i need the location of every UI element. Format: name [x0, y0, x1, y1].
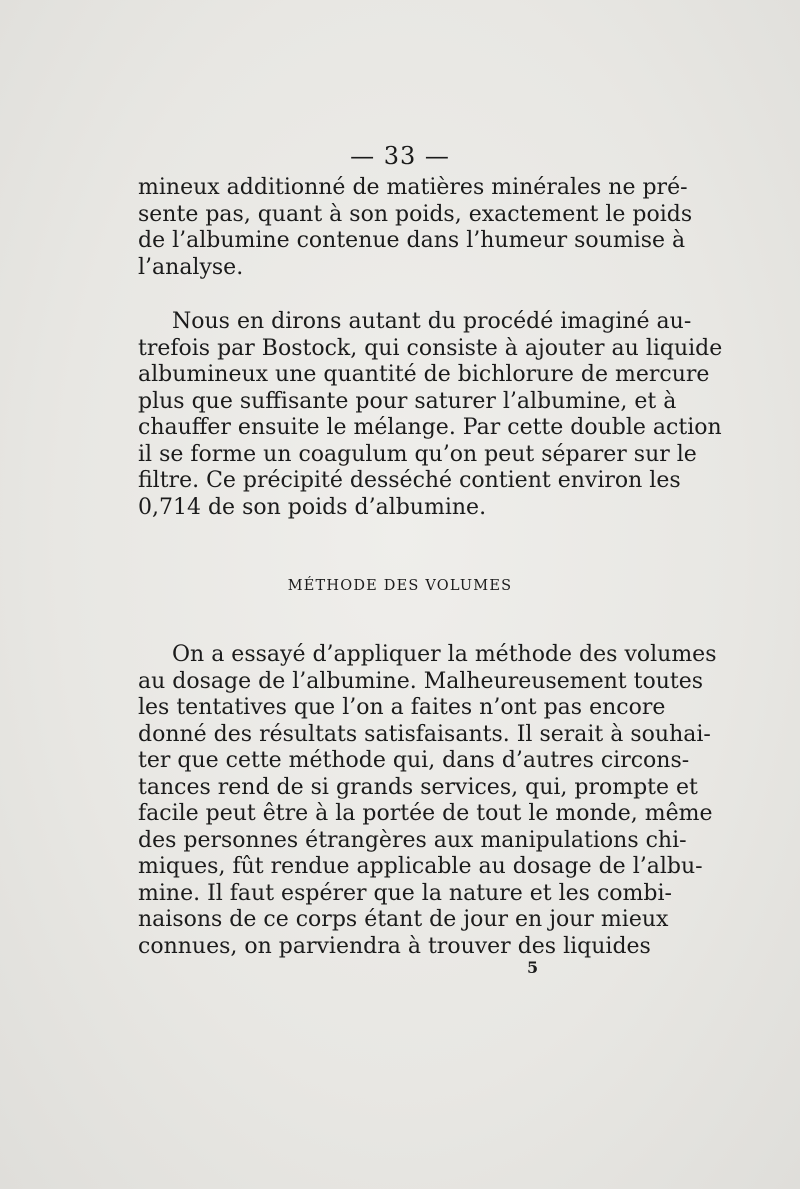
page-number: — 33 — — [350, 142, 450, 170]
paragraph-1 — [138, 175, 693, 281]
text-line: l’analyse. — [138, 254, 244, 280]
paragraph-2 — [138, 309, 723, 521]
text-line: tances rend de si grands services, qui, prompte et — [138, 774, 698, 800]
text-line: au dosage de l’albumine. Malheureusement toutes — [138, 668, 704, 694]
text-line: ter que cette méthode qui, dans d’autres circons- — [138, 748, 690, 773]
text-line: mineux additionné de matières minérales ne pré- — [138, 175, 688, 200]
text-line: naisons de ce corps étant de jour en jour mieux — [138, 907, 669, 932]
text-line: donné des résultats satisfaisants. Il serait à souhai- — [138, 721, 711, 747]
signature-mark: 5 — [527, 958, 539, 977]
text-line: 0,714 de son poids d’albumine. — [138, 494, 487, 520]
text-line: mine. Il faut espérer que la nature et les combi- — [138, 880, 672, 906]
text-line: trefois par Bostock, qui consiste à ajouter au liquide — [138, 335, 723, 361]
text-line: Nous en dirons autant du procédé imaginé au- — [172, 309, 692, 334]
text-line: des personnes étrangères aux manipulations chi- — [138, 827, 687, 853]
text-line: filtre. Ce précipité desséché contient environ les — [138, 468, 681, 493]
text-line: albumineux une quantité de bichlorure de mercure — [138, 362, 710, 387]
text-line: sente pas, quant à son poids, exactement le poids — [138, 201, 693, 227]
paragraph-3 — [138, 642, 717, 960]
text-line: les tentatives que l’on a faites n’ont pas encore — [138, 695, 666, 720]
text-line: On a essayé d’appliquer la méthode des volumes — [172, 642, 717, 667]
text-line: de l’albumine contenue dans l’humeur soumise à — [138, 228, 686, 253]
section-heading: MÉTHODE DES VOLUMES — [287, 578, 513, 594]
text-line: plus que suffisante pour saturer l’albumine, et à — [138, 388, 677, 414]
text-line: connues, on parviendra à trouver des liquides — [138, 933, 651, 959]
text-line: chauffer ensuite le mélange. Par cette double action — [138, 415, 722, 440]
text-line: facile peut être à la portée de tout le monde, même — [138, 801, 713, 826]
text-line: miques, fût rendue applicable au dosage de l’albu- — [138, 854, 703, 879]
text-line: il se forme un coagulum qu’on peut séparer sur le — [138, 441, 697, 467]
